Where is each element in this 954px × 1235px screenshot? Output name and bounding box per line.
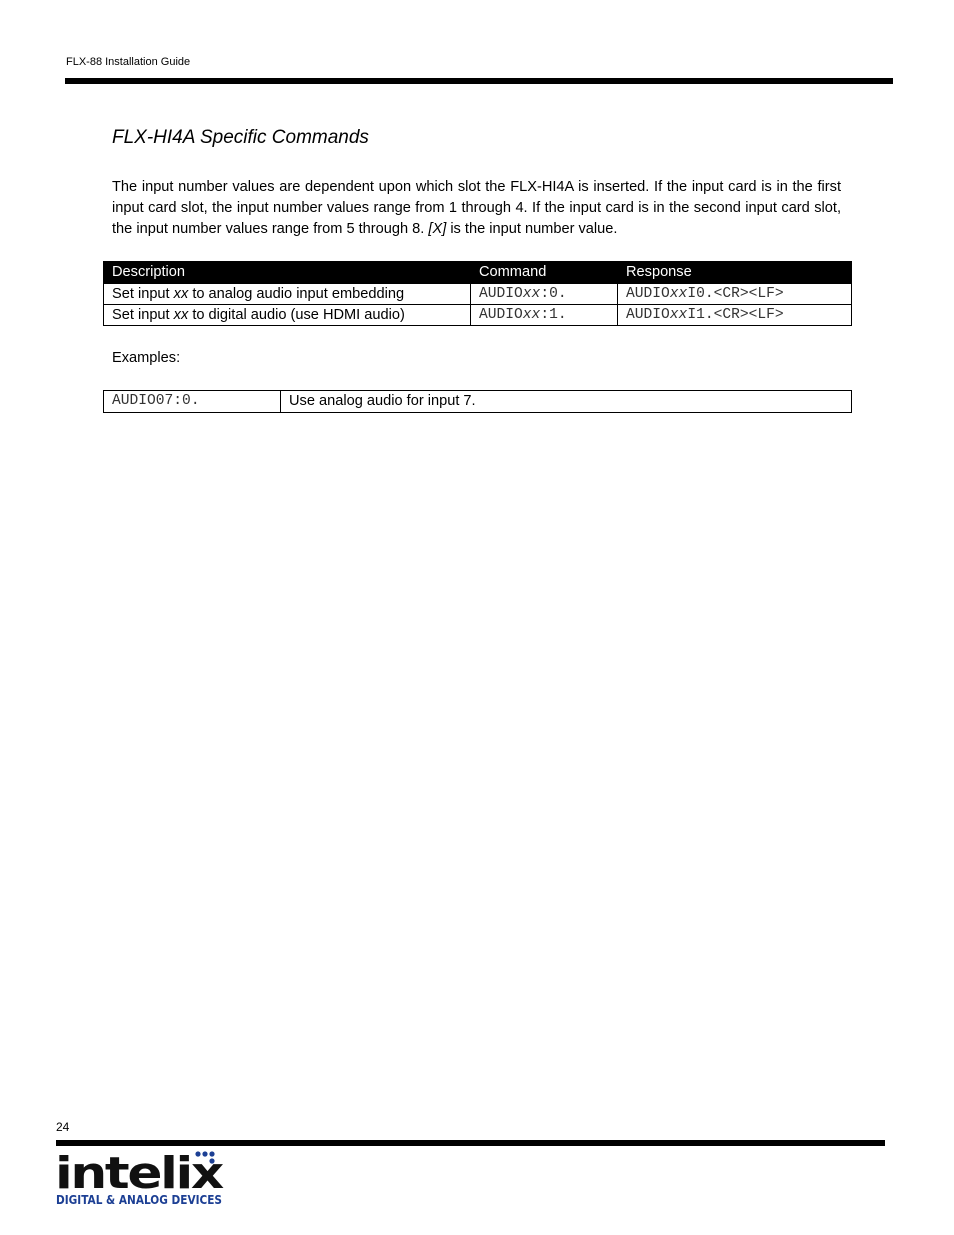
row-command bbox=[471, 284, 618, 305]
desc-pre: Set input bbox=[112, 306, 170, 323]
resp-post: I1.<CR><LF> bbox=[687, 306, 784, 323]
header-description: Description bbox=[104, 262, 471, 284]
desc-post: to digital audio (use HDMI audio) bbox=[192, 306, 405, 323]
footer-rule bbox=[56, 1140, 885, 1146]
row-description bbox=[104, 284, 471, 305]
command-table bbox=[103, 261, 852, 326]
intro-variable: [X] bbox=[428, 221, 447, 237]
example-command: AUDIO07:0. bbox=[104, 391, 281, 413]
cmd-pre: AUDIO bbox=[479, 285, 523, 302]
example-description: Use analog audio for input 7. bbox=[281, 391, 852, 413]
desc-post: to analog audio input embedding bbox=[192, 285, 405, 302]
intro-text: The input number values are dependent upon which slot the FLX-HI4A is inserted. If the input card is in the first input card slot, the input number values range from 1 through 4. If the input card is in the second input card slot, the input number values range from 5 through 8. bbox=[112, 179, 841, 237]
logo-wordmark: intelix bbox=[55, 1150, 224, 1199]
table-row bbox=[104, 391, 852, 413]
resp-var: xx bbox=[669, 285, 688, 302]
examples-table bbox=[103, 390, 852, 413]
cmd-pre: AUDIO bbox=[479, 306, 523, 323]
cmd-var: xx bbox=[522, 306, 541, 323]
row-command bbox=[471, 305, 618, 326]
cmd-post: :0. bbox=[540, 285, 567, 302]
table-row bbox=[104, 284, 852, 305]
row-description bbox=[104, 305, 471, 326]
row-response bbox=[618, 305, 852, 326]
row-response bbox=[618, 284, 852, 305]
cmd-post: :1. bbox=[540, 306, 567, 323]
desc-var: xx bbox=[173, 306, 189, 323]
intelix-logo bbox=[55, 1150, 225, 1210]
running-header: FLX-88 Installation Guide bbox=[66, 56, 191, 68]
examples-label: Examples: bbox=[112, 350, 181, 366]
header-response: Response bbox=[618, 262, 852, 284]
resp-var: xx bbox=[669, 306, 688, 323]
resp-post: I0.<CR><LF> bbox=[687, 285, 784, 302]
section-title: FLX-HI4A Specific Commands bbox=[112, 127, 369, 148]
resp-pre: AUDIO bbox=[626, 306, 670, 323]
intro-tail: is the input number value. bbox=[450, 221, 618, 237]
page-number: 24 bbox=[56, 1120, 70, 1134]
table-row bbox=[104, 305, 852, 326]
header-command: Command bbox=[471, 262, 618, 284]
resp-pre: AUDIO bbox=[626, 285, 670, 302]
desc-pre: Set input bbox=[112, 285, 170, 302]
logo-tagline: DIGITAL & ANALOG DEVICES bbox=[56, 1192, 222, 1207]
table-header-row bbox=[104, 262, 852, 284]
desc-var: xx bbox=[173, 285, 189, 302]
intro-paragraph bbox=[112, 177, 841, 240]
cmd-var: xx bbox=[522, 285, 541, 302]
header-rule bbox=[65, 78, 893, 84]
